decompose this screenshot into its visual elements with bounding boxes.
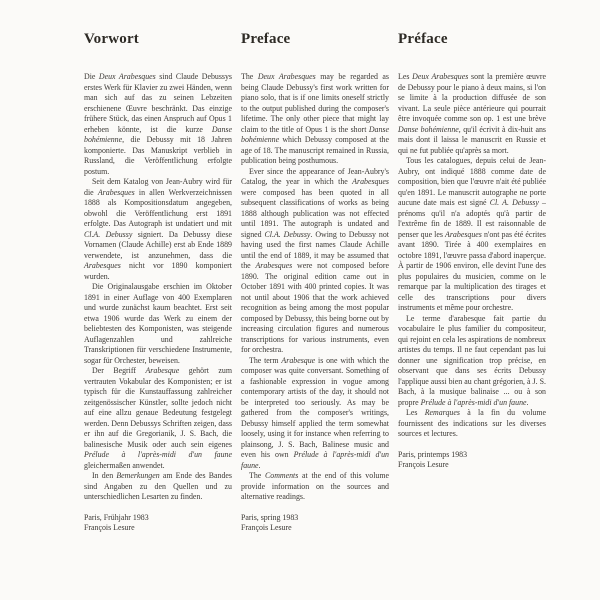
column-vorwort (84, 31, 232, 534)
signature-block (398, 450, 546, 471)
paragraph: Les Deux Arabesques sont la première œuvre de Debussy pour le piano à deux mains, si l'on se limite à la production diffusée de son vivant. La seule pièce antérieure qui pourrait être invoquée comme son op. 1 est une brève Danse bohémienne, qu'il écrivit à dix-huit ans mais dont il laissa le manuscrit en Russie et qui ne fut publiée qu'après sa mort. (398, 72, 546, 155)
signature-place-date: Paris, printemps 1983 (398, 449, 468, 459)
signature-block (241, 513, 389, 534)
heading-preface-en: Preface (241, 31, 291, 47)
signature-place-date: Paris, Frühjahr 1983 (84, 512, 149, 522)
signature-block (84, 513, 232, 534)
paragraph: The Comments at the end of this volume provide information on the sources and alternative readings. (241, 471, 389, 501)
paragraph: The Deux Arabesques may be regarded as being Claude Debussy's first work written for piano solo, that is if one limits oneself strictly to the output published during the composer's lifetime. The only other piece that might lay claim to the title of Opus 1 is the short Danse bohémienne which Debussy composed at the age of 18. The manuscript remained in Russia, publication being posthumous. (241, 72, 389, 165)
column-preface-fr (398, 31, 546, 534)
signature-author: François Lesure (398, 460, 449, 469)
paragraph: Le terme d'arabesque fait partie du vocabulaire le plus familier du compositeur, qui rejoint en cela les aspirations de nombreux artistes du temps. Il ne faut cependant pas lui donner une signification trop précise, en observant que dans ses écrits Debussy l'applique aussi bien au chant grégorien, à J. S. Bach, à la musique balinaise ... ou à son propre Prélude à l'après-midi d'un faune. (398, 313, 546, 407)
paragraph: Der Begriff Arabesque gehört zum vertrauten Vokabular des Komponisten; er ist typisch für die Kunstauffassung zahlreicher zeitgenössischer Künstler, sollte jedoch nicht auf eine allzu genaue Bedeutung festgelegt werden. Denn Debussys Schriften zeigen, dass er ihn auf die Gregorianik, J. S. Bach, die balinesische Musik oder auch sein eigenes Prélude à l'après-midi d'un faune gleichermaßen anwendet. (84, 366, 232, 470)
signature-author: François Lesure (84, 523, 135, 532)
signature-place-date: Paris, spring 1983 (241, 512, 299, 522)
three-column-layout (84, 31, 546, 534)
paragraph: Die Originalausgabe erschien im Oktober 1891 in einer Auflage von 400 Exemplaren und wurde zunächst kaum beachtet. Erst seit etwa 1906 wurde das Werk zu einem der beliebtesten des Komponisten, was steigende Auflagenzahlen und zahlreiche Transkriptionen für verschiedene Instrumente, sogar für Orchester, beweisen. (84, 282, 232, 365)
paragraph: Die Deux Arabesques sind Claude Debussys erstes Werk für Klavier zu zwei Händen, wenn man sich auf das zu seinen Lebzeiten erschienene Œuvre beschränkt. Das einzige frühere Stück, das einen Anspruch auf Opus 1 erheben könnte, ist die kurze Danse bohémienne, die Debussy mit 18 Jahren komponierte. Das Manuskript verblieb in Russland, die Veröffentlichung erfolgte postum. (84, 72, 232, 176)
paragraph: Tous les catalogues, depuis celui de Jean-Aubry, ont indiqué 1888 comme date de composition, bien que l'œuvre n'ait été publiée qu'en 1891. Le manuscrit autographe ne porte aucune date mais est signé Cl. A. Debussy – prénoms qu'il n'a adoptés qu'à partir de l'extrême fin de 1889. Il est raisonnable de penser que les Arabesques n'ont pas été écrites avant 1890. Tirée à 400 exemplaires en octobre 1891, l'œuvre passa d'abord inaperçue. À partir de 1906 environ, elle devint l'une des plus populaires du musicien, comme on le remarque par la multiplication des tirages et celle des transcriptions pour divers instruments et même pour orchestre. (398, 156, 546, 312)
column-preface-en (241, 31, 389, 534)
paragraph: Les Remarques à la fin du volume fournissent des indications sur les diverses sources et lectures. (398, 408, 546, 438)
paragraph: Seit dem Katalog von Jean-Aubry wird für die Arabesques in allen Werkverzeichnissen 1888 als Kompositionsdatum angegeben, obwohl die Veröffentlichung erst 1891 erfolgte. Das Autograph ist undatiert und mit Cl.A. Debussy signiert. Da Debussy diese Vornamen (Claude Achille) erst ab Ende 1889 verwendete, ist anzunehmen, dass die Arabesques nicht vor 1890 komponiert wurden. (84, 177, 233, 281)
paragraph: The term Arabesque is one with which the composer was quite conversant. Something of a fashionable expression in vogue among contemporary artists of the day, it should not be interpreted too seriously. As may be gathered from the composer's writings, Debussy himself applied the term somewhat loosely, using it for instance when referring to plainsong, J. S. Bach, Balinese music and even his own Prélude à l'après-midi d'un faune. (241, 355, 389, 470)
heading-vorwort: Vorwort (84, 31, 139, 47)
heading-preface-fr: Préface (398, 31, 448, 47)
signature-author: François Lesure (241, 523, 292, 532)
paragraph: In den Bemerkungen am Ende des Bandes sind Angaben zu den Quellen und zu unterschiedlichen Lesarten zu finden. (84, 471, 232, 501)
paragraph: Ever since the appearance of Jean-Aubry's Catalog, the year in which the Arabesques were composed has been quoted in all subsequent classifications of works as being 1888 although publication was not effected until 1891. The autograph is undated and signed Cl.A. Debussy. Owing to Debussy not having used the first names Claude Achille until the end of 1889, it may be assumed that the Arabesques were not composed before 1890. The original edition came out in October 1891 with 400 printed copies. It was not until about 1906 that the work achieved recognition as being among the most popular composed by Debussy, this being borne out by increasing circulation figures and numerous transcriptions for various instruments, even for orchestra. (241, 166, 389, 354)
